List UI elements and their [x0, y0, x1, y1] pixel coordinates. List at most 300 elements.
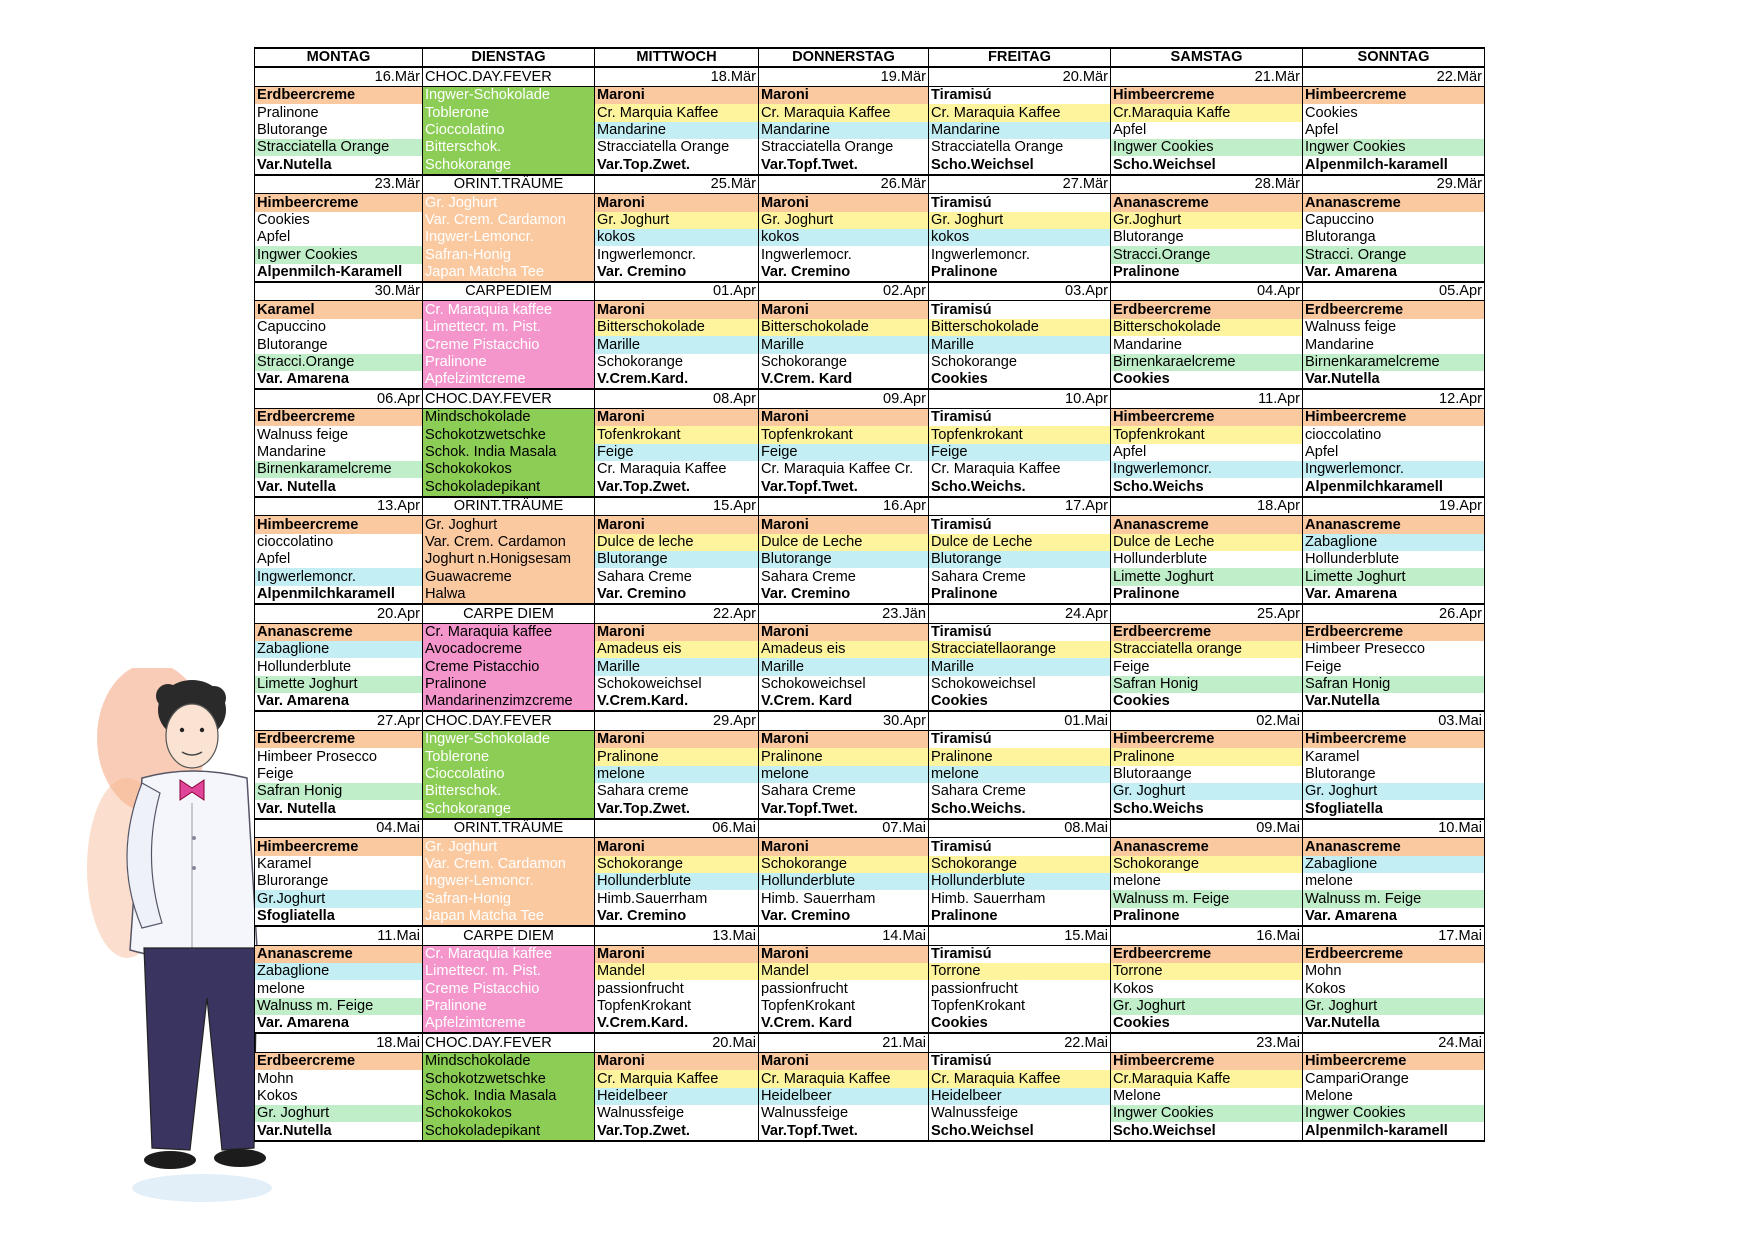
flavor-row: [255, 693, 1485, 711]
theme-flavor-cell: Apfelzimtcreme: [423, 1015, 595, 1033]
theme-flavor-cell: Pralinone: [423, 676, 595, 693]
date-cell: 21.Mär: [1111, 67, 1303, 86]
date-cell: 19.Apr: [1303, 497, 1485, 516]
flavor-cell: cioccolatino: [255, 534, 423, 551]
date-cell: 02.Mai: [1111, 711, 1303, 730]
flavor-cell: Ingwerlemoncr.: [929, 246, 1111, 263]
flavor-cell: Cr. Maraquia Kaffee: [595, 461, 759, 478]
flavor-cell: Var. Amarena: [255, 693, 423, 711]
week-date-row: [255, 926, 1485, 945]
date-cell: 25.Apr: [1111, 604, 1303, 623]
flavor-cell: Maroni: [759, 516, 929, 534]
theme-flavor-cell: Limettecr. m. Pist.: [423, 963, 595, 980]
flavor-cell: Cookies: [255, 212, 423, 229]
date-cell: 23.Mär: [255, 175, 423, 194]
date-cell: 22.Apr: [595, 604, 759, 623]
flavor-row: [255, 963, 1485, 980]
date-cell: 02.Apr: [759, 282, 929, 301]
theme-flavor-cell: Schokotzwetschke: [423, 1070, 595, 1087]
flavor-cell: Maroni: [595, 1052, 759, 1070]
flavor-row: [255, 1105, 1485, 1122]
flavor-cell: Ingwer Cookies: [1303, 1105, 1485, 1122]
date-cell: 07.Mai: [759, 819, 929, 838]
flavor-cell: Feige: [1111, 658, 1303, 675]
flavor-cell: Cookies: [1111, 693, 1303, 711]
flavor-cell: Cr. Marquia Kaffee: [595, 1070, 759, 1087]
flavor-row: [255, 229, 1485, 246]
flavor-cell: Erdbeercreme: [1303, 945, 1485, 963]
flavor-cell: Stracciatella Orange: [255, 139, 423, 156]
flavor-cell: Erdbeercreme: [255, 1052, 423, 1070]
date-cell: 10.Mai: [1303, 819, 1485, 838]
flavor-cell: Var. Cremino: [759, 264, 929, 282]
flavor-cell: Var.Top.Zwet.: [595, 156, 759, 174]
date-cell: 01.Apr: [595, 282, 759, 301]
flavor-row: [255, 623, 1485, 641]
flavor-cell: Mohn: [255, 1070, 423, 1087]
flavor-cell: Topfenkrokant: [1111, 426, 1303, 443]
flavor-cell: Walnuss feige: [255, 426, 423, 443]
week-date-row: [255, 67, 1485, 86]
flavor-cell: Blurorange: [255, 873, 423, 890]
flavor-cell: Var.Nutella: [1303, 693, 1485, 711]
flavor-cell: Maroni: [595, 86, 759, 104]
flavor-cell: Var. Cremino: [595, 908, 759, 926]
date-cell: 30.Mär: [255, 282, 423, 301]
theme-flavor-cell: Schokorange: [423, 800, 595, 818]
flavor-cell: Himbeercreme: [255, 838, 423, 856]
flavor-cell: Birnenkaramelcreme: [1303, 354, 1485, 371]
waiter-illustration: [82, 668, 277, 1228]
flavor-cell: Pralinone: [929, 586, 1111, 604]
flavor-row: [255, 478, 1485, 496]
date-cell: 16.Mai: [1111, 926, 1303, 945]
flavor-row: [255, 212, 1485, 229]
flavor-cell: Var.Topf.Twet.: [759, 1122, 929, 1140]
date-cell: 22.Mär: [1303, 67, 1485, 86]
flavor-cell: kokos: [759, 229, 929, 246]
flavor-row: [255, 748, 1485, 765]
flavor-cell: passionfrucht: [595, 980, 759, 997]
flavor-cell: Schokorange: [759, 354, 929, 371]
date-cell: 17.Apr: [929, 497, 1111, 516]
flavor-cell: Safran Honig: [1111, 676, 1303, 693]
flavor-row: [255, 641, 1485, 658]
flavor-row: [255, 1122, 1485, 1140]
date-cell: 11.Apr: [1111, 389, 1303, 408]
week-date-row: [255, 1033, 1485, 1052]
flavor-cell: Stracciatella orange: [1111, 641, 1303, 658]
flavor-cell: melone: [1111, 873, 1303, 890]
flavor-cell: Hollunderblute: [759, 873, 929, 890]
date-cell: 11.Mai: [255, 926, 423, 945]
flavor-row: [255, 1088, 1485, 1105]
flavor-cell: Himbeer Presecco: [1303, 641, 1485, 658]
flavor-cell: Ingwerlemoncr.: [1111, 461, 1303, 478]
flavor-cell: Sahara Creme: [595, 568, 759, 585]
theme-flavor-cell: Ingwer-Schokolade: [423, 730, 595, 748]
flavor-cell: Himbeercreme: [255, 194, 423, 212]
flavor-cell: Mandarine: [595, 122, 759, 139]
date-cell: 24.Mai: [1303, 1033, 1485, 1052]
flavor-cell: Ingwer Cookies: [1303, 139, 1485, 156]
flavor-cell: Scho.Weichsel: [929, 1122, 1111, 1140]
flavor-cell: Cr. Maraquia Kaffee: [759, 1070, 929, 1087]
flavor-cell: Cr. Maraquia Kaffee: [929, 1070, 1111, 1087]
flavor-cell: Stracciatella Orange: [929, 139, 1111, 156]
date-cell: 23.Mai: [1111, 1033, 1303, 1052]
flavor-cell: Ananascreme: [1111, 194, 1303, 212]
flavor-cell: Var.Top.Zwet.: [595, 1122, 759, 1140]
date-cell: 03.Apr: [929, 282, 1111, 301]
date-cell: 29.Mär: [1303, 175, 1485, 194]
flavor-cell: kokos: [929, 229, 1111, 246]
flavor-cell: Himb.Sauerrham: [595, 890, 759, 907]
flavor-cell: Var.Nutella: [1303, 371, 1485, 389]
flavor-cell: Gr. Joghurt: [1303, 998, 1485, 1015]
flavor-cell: Apfel: [255, 551, 423, 568]
theme-flavor-cell: Guawacreme: [423, 568, 595, 585]
flavor-cell: Sfogliatella: [255, 908, 423, 926]
flavor-cell: Himbeercreme: [1111, 1052, 1303, 1070]
flavor-cell: Tiramisú: [929, 623, 1111, 641]
theme-flavor-cell: Cr. Maraquia kaffee: [423, 945, 595, 963]
flavor-cell: Himbeercreme: [1303, 1052, 1485, 1070]
theme-flavor-cell: Var. Crem. Cardamon: [423, 212, 595, 229]
flavor-cell: Amadeus eis: [595, 641, 759, 658]
theme-day-label: CHOC.DAY.FEVER: [423, 67, 595, 86]
flavor-cell: Schokorange: [595, 856, 759, 873]
date-cell: 18.Apr: [1111, 497, 1303, 516]
flavor-cell: Walnuss m. Feige: [255, 998, 423, 1015]
flavor-cell: Var. Cremino: [759, 586, 929, 604]
date-cell: 09.Mai: [1111, 819, 1303, 838]
flavor-cell: Hollunderblute: [1303, 551, 1485, 568]
flavor-row: [255, 319, 1485, 336]
flavor-row: [255, 658, 1485, 675]
flavor-row: [255, 301, 1485, 319]
flavor-cell: Himbeercreme: [1303, 408, 1485, 426]
theme-flavor-cell: Gr. Joghurt: [423, 516, 595, 534]
flavor-cell: Pralinone: [929, 908, 1111, 926]
date-cell: 27.Mär: [929, 175, 1111, 194]
flavor-cell: Karamel: [255, 856, 423, 873]
flavor-cell: Mandarine: [929, 122, 1111, 139]
flavor-cell: V.Crem.Kard.: [595, 1015, 759, 1033]
theme-flavor-cell: Schokoladepikant: [423, 1122, 595, 1140]
flavor-cell: Himbeercreme: [1111, 86, 1303, 104]
flavor-cell: Maroni: [595, 516, 759, 534]
flavor-row: [255, 354, 1485, 371]
flavor-cell: Dulce de Leche: [759, 534, 929, 551]
flavor-cell: Marille: [759, 336, 929, 353]
flavor-row: [255, 551, 1485, 568]
theme-flavor-cell: Schok. India Masala: [423, 444, 595, 461]
flavor-cell: Alpenmilch-Karamell: [255, 264, 423, 282]
flavor-cell: Pralinone: [1111, 748, 1303, 765]
flavor-cell: Cr.Maraquia Kaffe: [1111, 104, 1303, 121]
flavor-cell: Himbeercreme: [1303, 86, 1485, 104]
theme-flavor-cell: Bitterschok.: [423, 783, 595, 800]
flavor-cell: melone: [759, 766, 929, 783]
flavor-cell: Dulce de leche: [595, 534, 759, 551]
date-cell: 15.Apr: [595, 497, 759, 516]
flavor-cell: Himbeer Prosecco: [255, 748, 423, 765]
flavor-cell: Walnussfeige: [929, 1105, 1111, 1122]
flavor-cell: Maroni: [759, 1052, 929, 1070]
flavor-cell: Maroni: [759, 623, 929, 641]
flavor-cell: Birnenkaramelcreme: [255, 461, 423, 478]
flavor-cell: CampariOrange: [1303, 1070, 1485, 1087]
flavor-cell: Stracciatella Orange: [759, 139, 929, 156]
flavor-row: [255, 998, 1485, 1015]
flavor-cell: Var.Top.Zwet.: [595, 478, 759, 496]
flavor-cell: Himb. Sauerrham: [759, 890, 929, 907]
flavor-cell: Sfogliatella: [1303, 800, 1485, 818]
flavor-cell: Walnussfeige: [759, 1105, 929, 1122]
flavor-cell: Alpenmilch-karamell: [1303, 1122, 1485, 1140]
flavor-cell: Ananascreme: [1303, 838, 1485, 856]
date-cell: 05.Apr: [1303, 282, 1485, 301]
theme-day-label: CHOC.DAY.FEVER: [423, 389, 595, 408]
flavor-cell: Blutoranga: [1303, 229, 1485, 246]
flavor-cell: Erdbeercreme: [255, 408, 423, 426]
flavor-row: [255, 676, 1485, 693]
flavor-cell: Sahara Creme: [929, 783, 1111, 800]
date-cell: 19.Mär: [759, 67, 929, 86]
flavor-cell: Tiramisú: [929, 1052, 1111, 1070]
date-cell: 22.Mai: [929, 1033, 1111, 1052]
week-date-row: [255, 711, 1485, 730]
flavor-cell: Melone: [1111, 1088, 1303, 1105]
date-cell: 20.Mai: [595, 1033, 759, 1052]
flavor-cell: kokos: [595, 229, 759, 246]
flavor-cell: Stracci.Orange: [1111, 246, 1303, 263]
flavor-cell: Maroni: [759, 301, 929, 319]
flavor-cell: Tiramisú: [929, 86, 1111, 104]
flavor-cell: melone: [1303, 873, 1485, 890]
flavor-row: [255, 586, 1485, 604]
flavor-cell: Var.Top.Zwet.: [595, 800, 759, 818]
date-cell: 03.Mai: [1303, 711, 1485, 730]
flavor-row: [255, 86, 1485, 104]
flavor-cell: Ingwerlemoncr.: [255, 568, 423, 585]
theme-flavor-cell: Ingwer-Lemoncr.: [423, 873, 595, 890]
weekday-header: DIENSTAG: [423, 48, 595, 67]
theme-flavor-cell: Pralinone: [423, 354, 595, 371]
theme-flavor-cell: Schokokokos: [423, 461, 595, 478]
flavor-cell: Amadeus eis: [759, 641, 929, 658]
theme-flavor-cell: Var. Crem. Cardamon: [423, 534, 595, 551]
flavor-cell: Topfenkrokant: [929, 426, 1111, 443]
flavor-row: [255, 336, 1485, 353]
flavor-cell: Ingwerlemocr.: [759, 246, 929, 263]
flavor-cell: Maroni: [595, 194, 759, 212]
flavor-cell: Tiramisú: [929, 838, 1111, 856]
week-date-row: [255, 604, 1485, 623]
flavor-cell: Heidelbeer: [929, 1088, 1111, 1105]
theme-flavor-cell: Schokoladepikant: [423, 478, 595, 496]
date-cell: 28.Mär: [1111, 175, 1303, 194]
flavor-cell: Var. Amarena: [1303, 586, 1485, 604]
flavor-cell: Tiramisú: [929, 194, 1111, 212]
flavor-cell: Pralinone: [595, 748, 759, 765]
flavor-cell: Stracciatella Orange: [595, 139, 759, 156]
date-cell: 01.Mai: [929, 711, 1111, 730]
flavor-cell: Pralinone: [1111, 264, 1303, 282]
theme-flavor-cell: Cioccolatino: [423, 122, 595, 139]
flavor-cell: Erdbeercreme: [1303, 301, 1485, 319]
flavor-cell: Hollunderblute: [255, 658, 423, 675]
theme-flavor-cell: Schokorange: [423, 156, 595, 174]
flavor-cell: Ananascreme: [1111, 838, 1303, 856]
flavor-row: [255, 1015, 1485, 1033]
flavor-cell: Tiramisú: [929, 730, 1111, 748]
flavor-cell: Ananascreme: [1303, 194, 1485, 212]
flavor-cell: Heidelbeer: [759, 1088, 929, 1105]
weekday-header: SONNTAG: [1303, 48, 1485, 67]
flavor-cell: Gr. Joghurt: [929, 212, 1111, 229]
flavor-cell: Kokos: [255, 1088, 423, 1105]
flavor-cell: Pralinone: [1111, 908, 1303, 926]
flavor-cell: Maroni: [595, 730, 759, 748]
theme-flavor-cell: Var. Crem. Cardamon: [423, 856, 595, 873]
flavor-cell: Mandel: [595, 963, 759, 980]
flavor-cell: Stracci.Orange: [255, 354, 423, 371]
flavor-cell: Karamel: [255, 301, 423, 319]
flavor-cell: Limette Joghurt: [1111, 568, 1303, 585]
flavor-cell: Ingwerlemoncr.: [1303, 461, 1485, 478]
theme-flavor-cell: Cr. Maraquia kaffee: [423, 301, 595, 319]
flavor-cell: Scho.Weichs.: [929, 800, 1111, 818]
flavor-cell: Var. Amarena: [1303, 264, 1485, 282]
flavor-cell: Var.Topf.Twet.: [759, 800, 929, 818]
theme-day-label: ORINT.TRÄUME: [423, 175, 595, 194]
theme-flavor-cell: Ingwer-Lemoncr.: [423, 229, 595, 246]
date-cell: 18.Mär: [595, 67, 759, 86]
weekday-header: MITTWOCH: [595, 48, 759, 67]
flavor-cell: Var.Topf.Twet.: [759, 156, 929, 174]
flavor-cell: Walnuss m. Feige: [1111, 890, 1303, 907]
flavor-cell: Ingwerlemoncr.: [595, 246, 759, 263]
flavor-cell: Gr.Joghurt: [1111, 212, 1303, 229]
theme-flavor-cell: Schokotzwetschke: [423, 426, 595, 443]
flavor-row: [255, 444, 1485, 461]
date-cell: 20.Apr: [255, 604, 423, 623]
flavor-row: [255, 1070, 1485, 1087]
flavor-cell: Ingwer Cookies: [1111, 1105, 1303, 1122]
flavor-cell: Bitterschokolade: [759, 319, 929, 336]
theme-day-label: CHOC.DAY.FEVER: [423, 1033, 595, 1052]
flavor-cell: TopfenKrokant: [595, 998, 759, 1015]
flavor-cell: passionfrucht: [759, 980, 929, 997]
flavor-row: [255, 945, 1485, 963]
flavor-cell: melone: [255, 980, 423, 997]
flavor-cell: Sahara Creme: [759, 783, 929, 800]
flavor-row: [255, 516, 1485, 534]
flavor-cell: Blutorange: [595, 551, 759, 568]
flavor-cell: Feige: [759, 444, 929, 461]
flavor-cell: Pralinone: [1111, 586, 1303, 604]
weekday-header: MONTAG: [255, 48, 423, 67]
flavor-row: [255, 264, 1485, 282]
flavor-cell: Sahara creme: [595, 783, 759, 800]
flavor-cell: Var.Nutella: [255, 156, 423, 174]
flavor-row: [255, 890, 1485, 907]
flavor-cell: Zabaglione: [1303, 534, 1485, 551]
date-cell: 10.Apr: [929, 389, 1111, 408]
date-cell: 09.Apr: [759, 389, 929, 408]
flavor-cell: Ananascreme: [255, 945, 423, 963]
date-cell: 26.Apr: [1303, 604, 1485, 623]
theme-flavor-cell: Japan Matcha Tee: [423, 264, 595, 282]
flavor-cell: Var.Nutella: [255, 1122, 423, 1140]
date-cell: 06.Mai: [595, 819, 759, 838]
flavor-row: [255, 194, 1485, 212]
theme-flavor-cell: Creme Pistacchio: [423, 658, 595, 675]
flavor-cell: Schokoweichsel: [595, 676, 759, 693]
flavor-cell: Var. Nutella: [255, 800, 423, 818]
flavor-cell: Cookies: [929, 371, 1111, 389]
flavor-cell: Himbeercreme: [255, 516, 423, 534]
date-cell: 12.Apr: [1303, 389, 1485, 408]
flavor-cell: Apfel: [1303, 122, 1485, 139]
flavor-cell: Kokos: [1111, 980, 1303, 997]
weekday-header: DONNERSTAG: [759, 48, 929, 67]
flavor-cell: Var.Topf.Twet.: [759, 478, 929, 496]
flavor-cell: Maroni: [595, 623, 759, 641]
flavor-cell: Marille: [595, 336, 759, 353]
theme-flavor-cell: Gr. Joghurt: [423, 838, 595, 856]
flavor-cell: Pralinone: [929, 264, 1111, 282]
flavor-cell: Maroni: [759, 86, 929, 104]
flavor-row: [255, 534, 1485, 551]
flavor-row: [255, 461, 1485, 478]
flavor-cell: Mandarine: [1303, 336, 1485, 353]
flavor-cell: Var. Nutella: [255, 478, 423, 496]
flavor-cell: Apfel: [1111, 122, 1303, 139]
flavor-cell: Blutorange: [255, 336, 423, 353]
date-cell: 23.Jän: [759, 604, 929, 623]
theme-flavor-cell: Cioccolatino: [423, 766, 595, 783]
flavor-row: [255, 766, 1485, 783]
flavor-cell: Var. Amarena: [255, 371, 423, 389]
flavor-cell: Torrone: [929, 963, 1111, 980]
flavor-cell: Scho.Weichs.: [929, 478, 1111, 496]
flavor-row: [255, 783, 1485, 800]
flavor-cell: Ananascreme: [255, 623, 423, 641]
flavor-row: [255, 1052, 1485, 1070]
flavor-cell: Pralinone: [255, 104, 423, 121]
flavor-cell: Var. Amarena: [255, 1015, 423, 1033]
flavor-row: [255, 873, 1485, 890]
flavor-cell: Blutorange: [759, 551, 929, 568]
date-cell: 26.Mär: [759, 175, 929, 194]
flavor-row: [255, 800, 1485, 818]
flavor-cell: Birnenkaraelcreme: [1111, 354, 1303, 371]
flavor-cell: Kokos: [1303, 980, 1485, 997]
flavor-cell: Stracci. Orange: [1303, 246, 1485, 263]
flavor-row: [255, 371, 1485, 389]
date-cell: 15.Mai: [929, 926, 1111, 945]
date-cell: 06.Apr: [255, 389, 423, 408]
date-cell: 20.Mär: [929, 67, 1111, 86]
date-cell: 04.Mai: [255, 819, 423, 838]
flavor-cell: Ananascreme: [1111, 516, 1303, 534]
flavor-cell: Gr.Joghurt: [255, 890, 423, 907]
flavor-cell: Maroni: [759, 838, 929, 856]
flavor-cell: V.Crem. Kard: [759, 371, 929, 389]
